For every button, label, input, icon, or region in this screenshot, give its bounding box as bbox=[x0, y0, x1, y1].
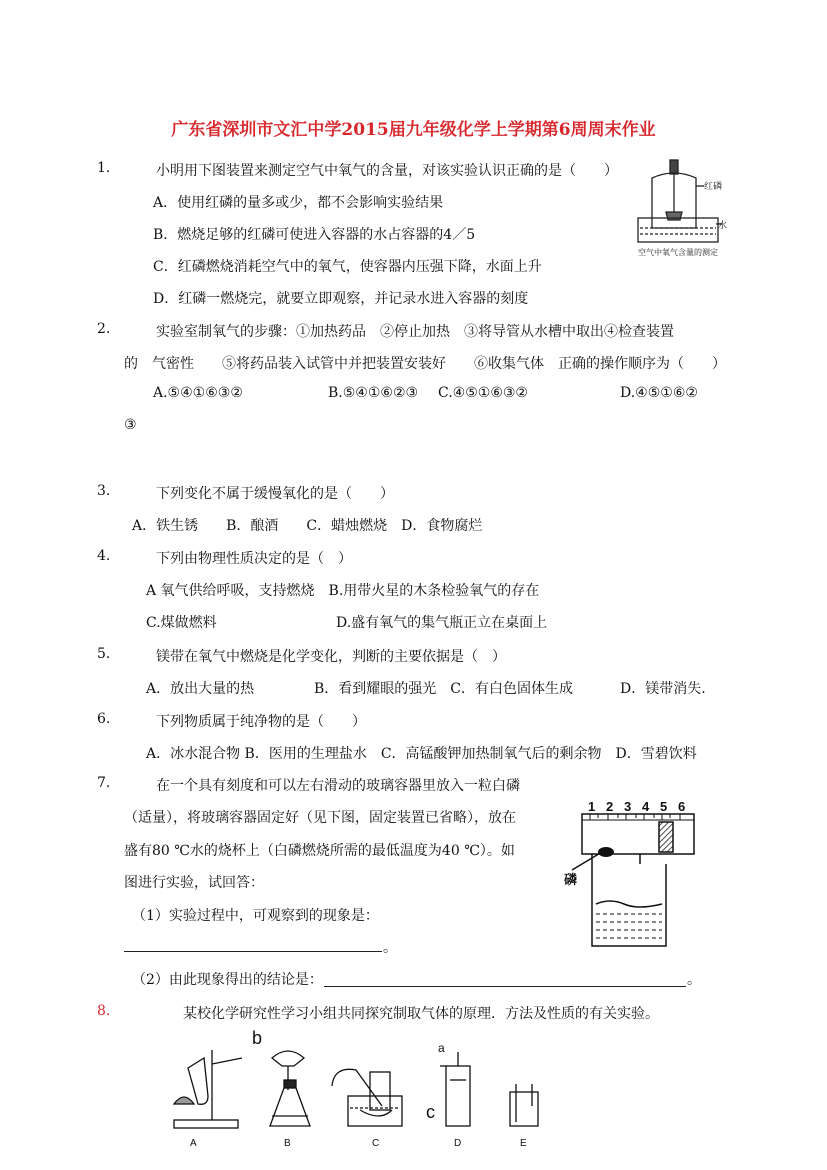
option-d-wrap: ③ bbox=[124, 417, 137, 433]
question-stem-cont: 图进行实验，试回答： bbox=[124, 875, 264, 891]
letter-b: B bbox=[284, 1138, 291, 1149]
question-stem: 下列由物理性质决定的是（ ） bbox=[156, 551, 352, 567]
label-phosphorus: 磷 bbox=[564, 872, 578, 887]
option-bc: B．看到耀眼的强光 C．有白色固体生成 bbox=[314, 681, 573, 697]
question-number: 3. bbox=[97, 483, 111, 499]
scale-1: 1 bbox=[588, 799, 596, 814]
label-c: c bbox=[426, 1102, 435, 1122]
option-d: D.④⑤①⑥② bbox=[620, 385, 698, 401]
option-d: D．红磷一燃烧完，就要立即观察，并记录水进入容器的刻度 bbox=[153, 291, 529, 307]
sub-question-2: （2）由此现象得出的结论是： bbox=[132, 972, 323, 988]
scale-6: 6 bbox=[678, 799, 686, 814]
question-stem: 小明用下图装置来测定空气中氧气的含量，对该实验认识正确的是（ ） bbox=[156, 163, 618, 179]
option-b: B.⑤④①⑥②③ bbox=[328, 385, 419, 401]
white-phosphorus-figure bbox=[562, 798, 702, 950]
question-number: 5. bbox=[97, 646, 111, 662]
question-stem: 下列变化不属于缓慢氧化的是（ ） bbox=[156, 486, 394, 502]
gas-apparatus-figure bbox=[160, 1026, 560, 1166]
question-stem-cont: 盛有80 ℃水的烧杯上（白磷燃烧所需的最低温度为40 ℃）。如 bbox=[124, 843, 515, 859]
options-line: A．冰水混合物 B．医用的生理盐水 C．高锰酸钾加热制氧气后的剩余物 D．雪碧饮料 bbox=[146, 746, 697, 762]
option-d: D.盛有氧气的集气瓶正立在桌面上 bbox=[336, 615, 548, 631]
letter-e: E bbox=[520, 1138, 527, 1149]
option-a: A．放出大量的热 bbox=[146, 681, 255, 697]
option-c: C.煤做燃料 bbox=[146, 615, 217, 631]
question-number: 8. bbox=[97, 1003, 111, 1019]
option-a: A．使用红磷的量多或少，都不会影响实验结果 bbox=[153, 195, 444, 211]
letter-c: C bbox=[372, 1138, 380, 1149]
question-number: 2. bbox=[97, 321, 111, 337]
oxygen-measurement-figure bbox=[630, 158, 730, 260]
page-title: 广东省深圳市文汇中学2015届九年级化学上学期第6周周末作业 bbox=[171, 120, 656, 140]
option-d: D．镁带消失. bbox=[620, 681, 706, 697]
option-c: C.④⑤①⑥③② bbox=[438, 385, 528, 401]
scale-5: 5 bbox=[660, 799, 668, 814]
label-red-phosphorus: 红磷 bbox=[704, 181, 723, 191]
sub-question-1: （1）实验过程中，可观察到的现象是： bbox=[132, 908, 379, 924]
label-a: a bbox=[438, 1041, 445, 1055]
option-c: C．红磷燃烧消耗空气中的氧气，使容器内压强下降，水面上升 bbox=[153, 259, 542, 275]
sub-question-1-end: 。 bbox=[383, 940, 397, 956]
options-line: A．铁生锈 B．酿酒 C．蜡烛燃烧 D．食物腐烂 bbox=[132, 518, 483, 534]
question-number: 7. bbox=[97, 775, 111, 791]
answer-line-1[interactable] bbox=[124, 951, 382, 952]
option-b: B．燃烧足够的红磷可使进入容器的水占容器的4／5 bbox=[153, 227, 476, 243]
question-stem: 下列物质属于纯净物的是（ ） bbox=[156, 714, 366, 730]
figure-caption: 空气中氧气含量的测定 bbox=[638, 248, 718, 257]
answer-line-2[interactable] bbox=[324, 986, 686, 987]
question-number: 4. bbox=[97, 548, 111, 564]
letter-a: A bbox=[190, 1138, 197, 1149]
scale-3: 3 bbox=[624, 799, 632, 814]
label-b: b bbox=[252, 1028, 263, 1048]
scale-4: 4 bbox=[642, 799, 650, 814]
options-line: A 氧气供给呼吸，支持燃烧 B.用带火星的木条检验氧气的存在 bbox=[146, 583, 540, 599]
question-number: 6. bbox=[97, 711, 111, 727]
letter-d: D bbox=[454, 1138, 462, 1149]
question-stem-cont: （适量），将玻璃容器固定好（见下图，固定装置已省略），放在 bbox=[124, 810, 516, 826]
question-stem: 镁带在氧气中燃烧是化学变化，判断的主要依据是（ ） bbox=[156, 649, 506, 665]
option-a: A.⑤④①⑥③② bbox=[153, 385, 243, 401]
label-water: 水 bbox=[718, 220, 728, 230]
question-stem: 在一个具有刻度和可以左右滑动的玻璃容器里放入一粒白磷 bbox=[156, 778, 520, 794]
sub-question-2-end: 。 bbox=[687, 972, 701, 988]
question-number: 1. bbox=[97, 160, 111, 176]
question-stem-cont: 的 气密性 ⑤将药品装入试管中并把装置安装好 ⑥收集气体 正确的操作顺序为（ ） bbox=[124, 356, 726, 372]
scale-2: 2 bbox=[606, 799, 614, 814]
question-stem: 实验室制氧气的步骤：①加热药品 ②停止加热 ③将导管从水槽中取出④检查装置 bbox=[156, 324, 674, 340]
question-stem: 某校化学研究性学习小组共同探究制取气体的原理．方法及性质的有关实验。 bbox=[183, 1006, 659, 1022]
